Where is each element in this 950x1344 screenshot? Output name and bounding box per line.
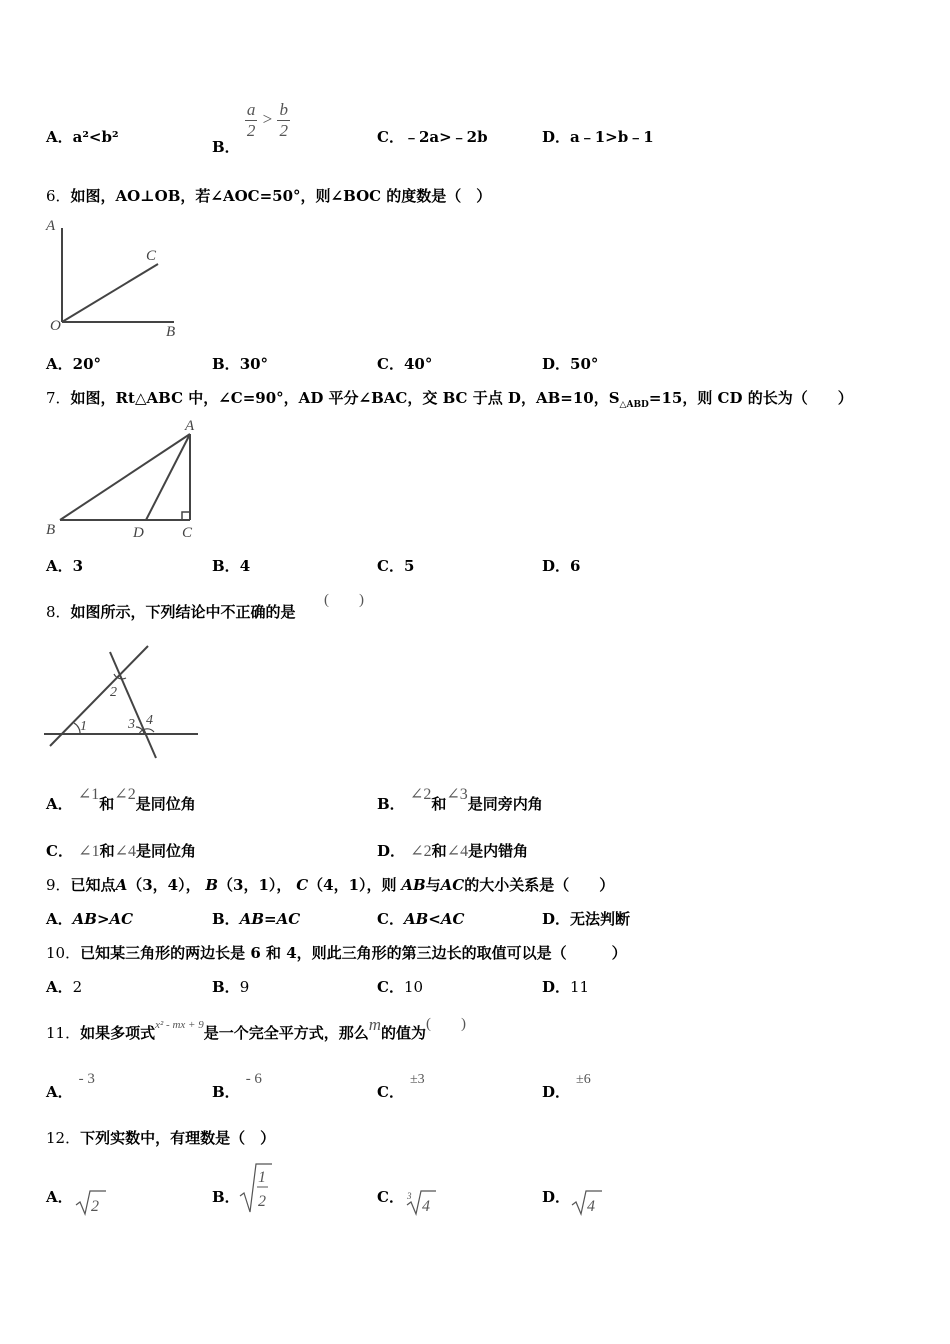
- q8-option-b: B． ∠2和∠3是同旁内角: [377, 786, 543, 813]
- angle-label-3: 3: [128, 717, 135, 732]
- angle-symbol: ∠1: [78, 843, 100, 860]
- point-label-a: A: [46, 218, 56, 234]
- q5-option-d: [542, 127, 654, 147]
- angle-label-4: 4: [146, 713, 153, 728]
- question-number: 7．: [46, 389, 71, 407]
- radicand: 4: [587, 1198, 595, 1215]
- angle-symbol: ∠2: [114, 786, 136, 803]
- q11-option-b: B．- 6: [212, 1071, 262, 1101]
- q8-figure: [40, 640, 210, 762]
- line-transversal-2: [110, 652, 156, 758]
- option-label: D．: [542, 128, 571, 146]
- sqrt-4: [570, 1188, 604, 1218]
- q8-answer-paren: ( ): [324, 592, 364, 608]
- q8-option-a: A． ∠1和∠2是同位角: [46, 786, 196, 813]
- q7-option-c: C．5: [377, 557, 415, 575]
- q5-option-b: [212, 100, 290, 156]
- angle-symbol: ∠2: [410, 843, 432, 860]
- numerator: 1: [258, 1169, 266, 1186]
- cbrt-4: [404, 1188, 438, 1218]
- point-label-d: D: [133, 525, 144, 541]
- question-number: 12．: [46, 1129, 81, 1147]
- q6-stem: [46, 186, 491, 206]
- q7-stem: [46, 388, 853, 415]
- q6-option-a: A．20°: [46, 355, 102, 373]
- q10-option-c: C．10: [377, 978, 424, 996]
- right-angle-mark: [182, 512, 190, 520]
- segment-ad: [146, 434, 190, 520]
- q12-option-b: B．: [212, 1188, 240, 1206]
- q11-option-a: A．- 3: [46, 1071, 95, 1101]
- q7-figure: [40, 414, 210, 542]
- question-text: 下列实数中，有理数是（ ）: [80, 1129, 276, 1147]
- question-number: 9．: [46, 876, 71, 894]
- root-index: 3: [407, 1191, 412, 1201]
- option-text: a﹣1>b﹣1: [570, 128, 654, 146]
- sqrt-one-half: [238, 1162, 274, 1216]
- q12-option-d: D．: [542, 1188, 571, 1206]
- q9-option-a: A．AB>AC: [46, 910, 134, 928]
- point-label-b: B: [46, 522, 56, 538]
- point-label-c: C: [182, 525, 193, 541]
- question-number: 6．: [46, 187, 71, 205]
- point-label-o: O: [50, 318, 61, 334]
- q6-option-b: B．30°: [212, 355, 269, 373]
- q6-option-d: D．50°: [542, 355, 599, 373]
- question-number: 11．: [46, 1024, 81, 1042]
- fraction-a-over-2: $\frac{a}{2}$: [246, 100, 256, 140]
- q6-figure: [40, 214, 190, 342]
- q12-option-a: A．: [46, 1188, 73, 1206]
- q9-option-b: B．AB=AC: [212, 910, 301, 928]
- question-text: 如图所示，下列结论中不正确的是: [70, 603, 296, 621]
- q7-option-b: B．4: [212, 557, 251, 575]
- q5-option-c: [377, 127, 488, 147]
- question-number: 10．: [46, 944, 81, 962]
- q6-option-c: C．40°: [377, 355, 433, 373]
- option-label: B．: [212, 137, 240, 156]
- option-text: a²<b²: [72, 128, 119, 146]
- question-text: 如图，Rt△ABC 中，∠C=90°，AD 平分∠BAC，交 BC 于点 D，AB=10，S: [70, 389, 620, 407]
- q10-option-b: B．9: [212, 978, 250, 996]
- q11-stem: 11．如果多项式$^{x^2 - mx + 9}$是一个完全平方式，那么m的值为( ): [46, 1015, 467, 1042]
- radical-sign: [240, 1164, 272, 1212]
- area-subscript: △ABD: [619, 400, 649, 410]
- fraction-b-over-2: $\frac{b}{2}$: [279, 100, 288, 140]
- denominator: 2: [258, 1193, 266, 1210]
- q10-option-d: D．11: [542, 978, 590, 996]
- q9-option-c: C．AB<AC: [377, 910, 465, 928]
- q10-stem: [46, 943, 627, 963]
- option-label: A．: [46, 128, 73, 146]
- q8-option-c: C． ∠1和∠4是同位角: [46, 842, 197, 860]
- point-label-b: B: [166, 324, 176, 340]
- q7-option-a: A．3: [46, 557, 84, 575]
- radicand: 4: [422, 1198, 430, 1215]
- q11-option-c: C．±3: [377, 1072, 425, 1101]
- greater-than-sign: >: [262, 109, 273, 129]
- point-label-a: A: [185, 418, 195, 434]
- q9-option-d: D．无法判断: [542, 910, 631, 928]
- angle-symbol: ∠2: [409, 786, 432, 803]
- question-text-tail: =15，则 CD 的长为（ ）: [648, 389, 853, 407]
- angle-symbol: ∠1: [77, 786, 100, 803]
- angle-symbol: ∠4: [446, 843, 469, 860]
- angle-symbol: ∠3: [446, 786, 468, 803]
- q9-stem: 9．已知点A（3，4）， B（3，1）， C（4，1），则 AB与AC的大小关系是（ ）: [46, 876, 615, 894]
- q12-option-c: C．: [377, 1188, 404, 1206]
- q8-stem: [46, 602, 296, 622]
- angle-label-2: 2: [110, 685, 117, 700]
- point-label-c: C: [146, 248, 157, 264]
- sqrt-2: [74, 1188, 108, 1218]
- q8-option-d: D． ∠2和∠4是内错角: [377, 842, 529, 860]
- option-text: ﹣2a>﹣2b: [403, 128, 488, 146]
- question-text: 已知某三角形的两边长是 6 和 4，则此三角形的第三边长的取值可以是（ ）: [80, 944, 627, 962]
- question-text: 如图，AO⊥OB，若∠AOC=50°，则∠BOC 的度数是（ ）: [70, 187, 492, 205]
- segment-ab: [60, 434, 190, 520]
- variable-m: m: [368, 1015, 381, 1034]
- radicand: 2: [91, 1198, 99, 1215]
- q12-stem: [46, 1128, 275, 1148]
- q10-option-a: A．2: [46, 978, 83, 996]
- q5-option-a: [46, 127, 119, 147]
- angle-symbol: ∠4: [114, 843, 137, 860]
- q11-option-d: D．±6: [542, 1072, 591, 1101]
- q7-option-d: D．6: [542, 557, 581, 575]
- angle-label-1: 1: [80, 719, 87, 734]
- option-label: C．: [377, 128, 404, 146]
- ray-oc: [62, 264, 158, 322]
- question-number: 8．: [46, 603, 71, 621]
- answer-paren: ( ): [426, 1016, 467, 1032]
- polynomial-expression: x² - mx + 9: [155, 1019, 204, 1031]
